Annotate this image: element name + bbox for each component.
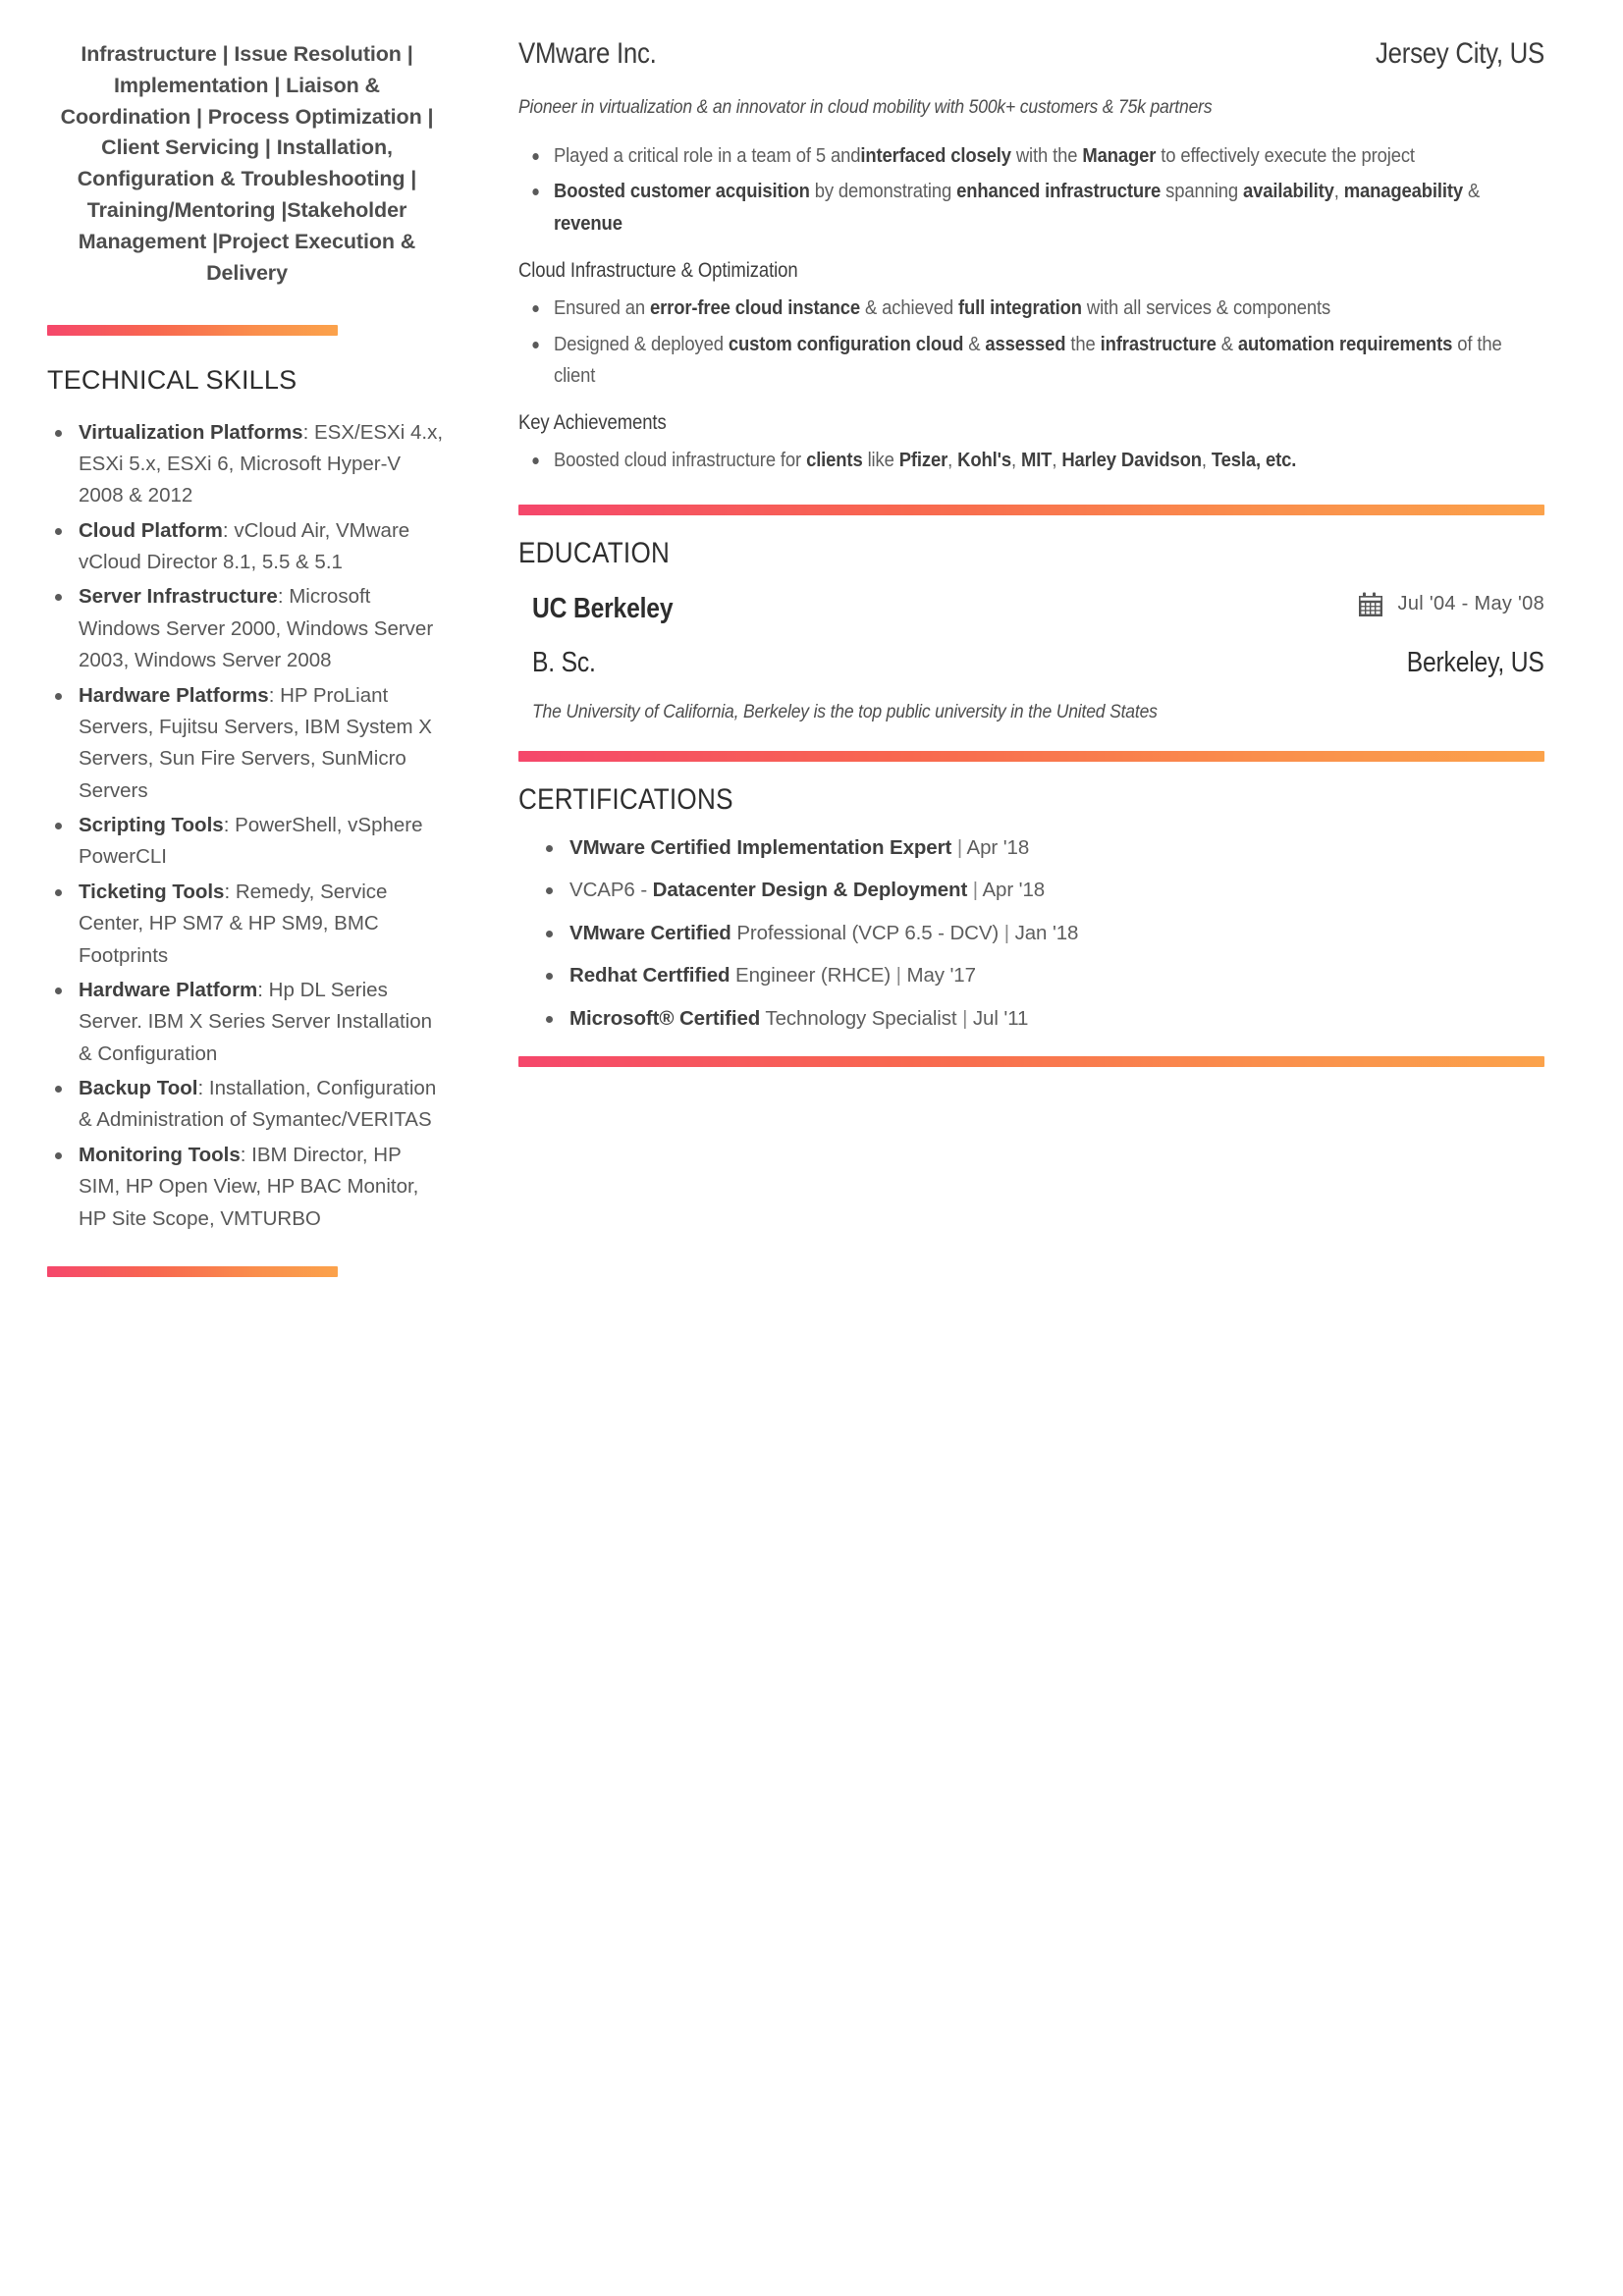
bullet-emphasis: Pfizer <box>898 449 948 472</box>
skill-item <box>47 1073 447 1137</box>
experience-bullets-achievements <box>518 445 1544 476</box>
bullet-item <box>518 293 1543 324</box>
section-title-technical-skills: TECHNICAL SKILLS <box>47 364 298 395</box>
certification-date: Jul '11 <box>972 1006 1029 1030</box>
skill-item <box>47 975 447 1070</box>
subheading-key-achievements: Key Achievements <box>518 411 667 435</box>
bullet-item <box>518 445 1543 476</box>
skill-value: : PowerShell, vSphere PowerCLI <box>79 814 423 869</box>
skill-label: Monitoring Tools <box>79 1143 241 1166</box>
experience-bullets-cloud <box>518 293 1544 392</box>
bullet-text: like <box>862 449 899 472</box>
bullet-text: , <box>1333 180 1344 203</box>
skill-value: : Hp DL Series Server. IBM X Series Server Installation & Configuration <box>79 978 433 1065</box>
bullet-text: Boosted cloud infrastructure for <box>554 449 807 472</box>
bullet-emphasis: manageability <box>1343 180 1464 203</box>
certification-separator: | <box>956 1006 973 1030</box>
certification-item <box>532 835 1544 859</box>
certification-name: VMware Certified Implementation Expert <box>569 835 952 859</box>
certification-separator: | <box>891 964 907 988</box>
bullet-emphasis: custom configuration cloud <box>728 332 964 355</box>
bullet-emphasis: MIT <box>1020 449 1053 472</box>
education-location: Berkeley, US <box>1407 646 1544 678</box>
bullet-text: , <box>1052 449 1062 472</box>
bullet-text: by demonstrating <box>809 180 957 203</box>
bullet-text: & achieved <box>860 296 958 320</box>
bullet-text: spanning <box>1161 180 1243 203</box>
skill-value: : Installation, Configuration & Administration of Symantec/VERITAS <box>79 1077 437 1132</box>
bullet-emphasis: Kohl's <box>957 449 1011 472</box>
bullet-emphasis: infrastructure <box>1100 332 1217 355</box>
skill-label: Hardware Platform <box>79 978 258 1001</box>
skill-label: Backup Tool <box>79 1077 198 1099</box>
skill-label: Scripting Tools <box>79 814 224 836</box>
education-date-group <box>1359 592 1544 617</box>
certification-item <box>532 966 1544 987</box>
divider-rule-education <box>518 505 1544 515</box>
certification-separator: | <box>967 879 983 902</box>
bullet-text: Designed & deployed <box>554 332 729 355</box>
bullet-text: to effectively execute the project <box>1156 144 1415 167</box>
bullet-item <box>518 329 1543 393</box>
skill-item <box>47 680 447 808</box>
bullet-emphasis: availability <box>1242 180 1334 203</box>
certification-item <box>532 921 1544 944</box>
skill-label: Cloud Platform <box>79 518 223 542</box>
divider-rule-left-top <box>47 325 338 336</box>
company-location: Jersey City, US <box>1376 37 1544 70</box>
company-tagline: Pioneer in virtualization & an innovator in cloud mobility with 500k+ customers & 75k partners <box>518 96 1213 118</box>
bullet-emphasis: full integration <box>957 296 1082 320</box>
skill-label: Virtualization Platforms <box>79 420 303 444</box>
skill-item <box>47 515 447 579</box>
certification-detail: Engineer (RHCE) <box>730 964 892 988</box>
bullet-text: the <box>1065 332 1101 355</box>
bullet-text: of the client <box>554 332 1502 387</box>
calendar-icon <box>1359 592 1382 617</box>
experience-header-row <box>518 37 1544 71</box>
certification-item <box>532 881 1544 901</box>
skill-label: Server Infrastructure <box>79 585 278 609</box>
skill-label: Hardware Platforms <box>79 683 269 707</box>
skill-value: : Microsoft Windows Server 2000, Windows Server 2003, Windows Server 2008 <box>79 585 434 672</box>
skill-item <box>47 581 447 676</box>
education-note: The University of California, Berkeley is the top public university in the United States <box>532 700 1158 722</box>
certification-name: Microsoft® Certified <box>569 1006 761 1030</box>
certification-prefix: VCAP6 - <box>569 879 653 902</box>
divider-rule-left-bottom <box>47 1266 338 1277</box>
subheading-cloud-infrastructure: Cloud Infrastructure & Optimization <box>518 259 798 283</box>
bullet-text: with all services & components <box>1081 296 1331 320</box>
certification-name: Redhat Certfified <box>569 964 730 988</box>
bullet-emphasis: Manager <box>1082 144 1157 167</box>
certification-detail: Technology Specialist <box>760 1006 957 1030</box>
certification-item <box>532 1006 1544 1030</box>
certifications-list <box>518 835 1544 1030</box>
technical-skills-list <box>47 417 447 1235</box>
skill-item <box>47 877 447 972</box>
bullet-item <box>518 140 1543 172</box>
skill-item <box>47 417 447 512</box>
right-main-column <box>491 0 1623 1067</box>
bullet-text: , <box>1201 449 1212 472</box>
certification-date: Apr '18 <box>966 835 1030 859</box>
section-title-education: EDUCATION <box>518 536 671 569</box>
bullet-text: & <box>1463 180 1481 203</box>
skill-item <box>47 810 447 874</box>
bullet-emphasis: revenue <box>554 211 622 235</box>
skill-value: : IBM Director, HP SIM, HP Open View, HP BAC Monitor, HP Site Scope, VMTURBO <box>79 1143 419 1230</box>
bullet-text: Ensured an <box>554 296 651 320</box>
bullet-emphasis: assessed <box>985 332 1066 355</box>
certification-date: Jan '18 <box>1014 921 1079 944</box>
bullet-emphasis: error-free cloud instance <box>650 296 861 320</box>
headline-keywords: Infrastructure | Issue Resolution | Implementation | Liaison & Coordination | Process Optimization | Client Servicing | Installation, Configuration & Troubleshooting | Training/Mentoring |Stakeholder Management |Project Execution & Delivery <box>60 42 434 285</box>
bullet-text: , <box>1010 449 1021 472</box>
bullet-emphasis: Harley Davidson <box>1061 449 1202 472</box>
company-name: VMware Inc. <box>518 37 657 70</box>
bullet-emphasis: Tesla, etc. <box>1211 449 1297 472</box>
certification-name: Datacenter Design & Deployment <box>652 879 968 902</box>
education-school-row <box>532 592 1544 625</box>
certification-separator: | <box>951 835 967 859</box>
certification-name: VMware Certified <box>569 921 731 944</box>
bullet-text: with the <box>1010 144 1083 167</box>
certification-separator: | <box>999 921 1015 944</box>
bullet-text: Played a critical role in a team of 5 and <box>554 144 861 167</box>
skill-value: : ESX/ESXi 4.x, ESXi 5.x, ESXi 6, Microsoft Hyper-V 2008 & 2012 <box>79 420 444 507</box>
left-sidebar <box>0 0 491 1277</box>
certification-date: Apr '18 <box>982 879 1046 902</box>
bullet-text: , <box>947 449 958 472</box>
section-title-certifications: CERTIFICATIONS <box>518 782 733 816</box>
skill-item <box>47 1140 447 1235</box>
bullet-emphasis: interfaced closely <box>860 144 1011 167</box>
bullet-text: & <box>1216 332 1238 355</box>
bullet-emphasis: Boosted customer acquisition <box>554 180 810 203</box>
bullet-emphasis: enhanced infrastructure <box>956 180 1162 203</box>
certification-date: May '17 <box>906 964 976 988</box>
skill-value: : Remedy, Service Center, HP SM7 & HP SM9, BMC Footprints <box>79 880 388 967</box>
education-degree: B. Sc. <box>532 646 596 678</box>
education-block <box>518 592 1544 723</box>
education-school-name: UC Berkeley <box>532 592 674 624</box>
divider-rule-certifications <box>518 751 1544 762</box>
skill-value: : vCloud Air, VMware vCloud Director 8.1, 5.5 & 5.1 <box>79 518 410 573</box>
bullet-item <box>518 176 1543 240</box>
certification-detail: Professional (VCP 6.5 - DCV) <box>730 921 1000 944</box>
bullet-emphasis: automation requirements <box>1237 332 1453 355</box>
skill-value: : HP ProLiant Servers, Fujitsu Servers, IBM System X Servers, Sun Fire Servers, SunMicro Servers <box>79 683 432 802</box>
divider-rule-bottom <box>518 1056 1544 1067</box>
skill-label: Ticketing Tools <box>79 880 225 903</box>
education-date-range: Jul '04 - May '08 <box>1397 593 1544 615</box>
bullet-text: & <box>963 332 986 355</box>
experience-bullets-main <box>518 140 1544 240</box>
bullet-emphasis: clients <box>806 449 863 472</box>
education-degree-row <box>532 647 1544 679</box>
